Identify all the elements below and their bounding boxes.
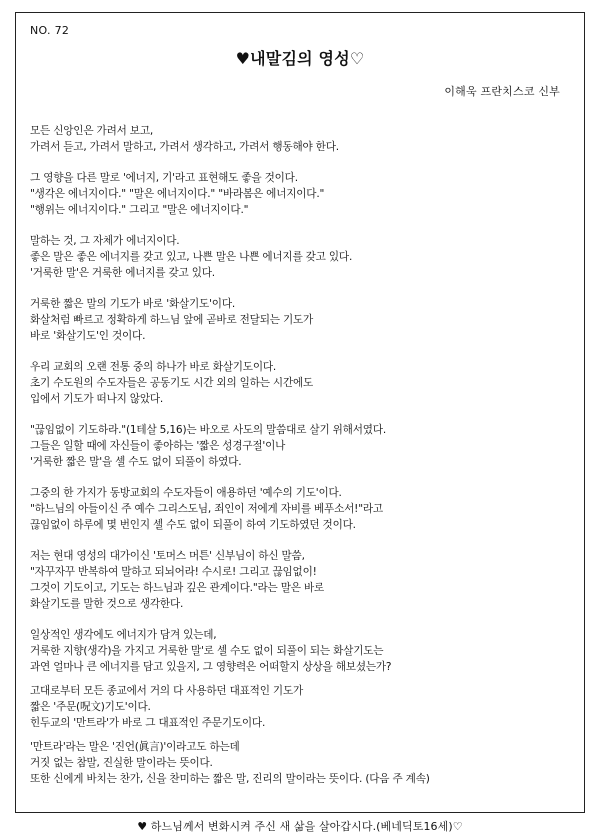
text-line: 그 영향을 다른 말로 '에너지, 기'라고 표현해도 좋을 것이다. — [30, 172, 298, 184]
text-line: 입에서 기도가 떠나지 않았다. — [30, 393, 164, 405]
page-frame — [15, 12, 585, 813]
paragraph — [30, 627, 570, 675]
text-line: 말하는 것, 그 자체가 에너지이다. — [30, 235, 180, 247]
text-line: 모든 신앙인은 가려서 보고, — [30, 125, 154, 137]
text-line: 그중의 한 가지가 동방교회의 수도자들이 애용하던 '예수의 기도'이다. — [30, 487, 342, 499]
paragraph — [30, 422, 570, 470]
text-line: 바로 '화살기도'인 것이다. — [30, 330, 146, 342]
text-line: 좋은 말은 좋은 에너지를 갖고 있고, 나쁜 말은 나쁜 에너지를 갖고 있다. — [30, 251, 353, 263]
text-line: 거짓 없는 참말, 진실한 말이라는 뜻이다. — [30, 757, 213, 769]
paragraph — [30, 683, 570, 731]
text-line: "끊임없이 기도하라."(1테살 5,16)는 바오로 사도의 말씀대로 살기 위해서였다. — [30, 424, 386, 436]
text-line: '거룩한 말'은 거룩한 에너지를 갖고 있다. — [30, 267, 215, 279]
paragraph — [30, 359, 570, 407]
paragraph — [30, 296, 570, 344]
text-line: '거룩한 짧은 말'을 셀 수도 없이 되풀이 하였다. — [30, 456, 242, 468]
text-line: 저는 현대 영성의 대가이신 '토머스 머튼' 신부님이 하신 말씀, — [30, 550, 305, 562]
text-line: 짧은 '주문(呪文)기도'이다. — [30, 701, 151, 713]
paragraph — [30, 548, 570, 612]
text-line: 초기 수도원의 수도자들은 공동기도 시간 외의 일하는 시간에도 — [30, 377, 314, 389]
text-line: 그들은 일할 때에 자신들이 좋아하는 '짧은 성경구절'이나 — [30, 440, 286, 452]
footer-quote: ♥ 하느님께서 변화시켜 주신 새 삶을 살아갑시다.(베네딕토16세)♡ — [137, 820, 463, 833]
text-line: 고대로부터 모든 종교에서 거의 다 사용하던 대표적인 기도가 — [30, 685, 304, 697]
text-line: 우리 교회의 오랜 전통 중의 하나가 바로 화살기도이다. — [30, 361, 277, 373]
text-line: 또한 신에게 바치는 찬가, 신을 찬미하는 짧은 말, 진리의 말이라는 뜻이다. (다음 주 계속) — [30, 773, 430, 785]
text-line: 화살처럼 빠르고 정확하게 하느님 앞에 곧바로 전달되는 기도가 — [30, 314, 314, 326]
text-line: 그것이 기도이고, 기도는 하느님과 깊은 관계이다."라는 말은 바로 — [30, 582, 325, 594]
text-line: "자꾸자꾸 반복하여 말하고 되뇌어라! 수시로! 그리고 끊임없이! — [30, 566, 317, 578]
author-line: 이해욱 프란치스코 신부 — [444, 85, 560, 98]
paragraph — [30, 170, 570, 218]
text-line: 거룩한 짧은 말의 기도가 바로 '화살기도'이다. — [30, 298, 236, 310]
page-title: ♥내말김의 영성♡ — [235, 49, 365, 68]
text-line: '만트라'라는 말은 '진언(眞言)'이라고도 하는데 — [30, 741, 240, 753]
issue-number: NO. 72 — [30, 24, 70, 37]
text-line: 끊임없이 하루에 몇 번인지 셀 수도 없이 되풀이 하여 기도하였던 것이다. — [30, 519, 356, 531]
text-line: 화살기도를 말한 것으로 생각한다. — [30, 598, 184, 610]
text-line: 가려서 듣고, 가려서 말하고, 가려서 생각하고, 가려서 행동해야 한다. — [30, 141, 339, 153]
text-line: "하느님의 아들이신 주 예수 그리스도님, 죄인이 저에게 자비를 베푸소서!"라고 — [30, 503, 383, 515]
paragraph — [30, 485, 570, 533]
text-line: 거룩한 지향(생각)을 가지고 거룩한 말'로 셀 수도 없이 되풀이 되는 화살기도는 — [30, 645, 384, 657]
text-line: 힌두교의 '만트라'가 바로 그 대표적인 주문기도이다. — [30, 717, 266, 729]
text-line: "생각은 에너지이다." "말은 에너지이다." "바라봄은 에너지이다." — [30, 188, 325, 200]
text-line: 과연 얼마나 큰 에너지를 담고 있을지, 그 영향력은 어떠할지 상상을 해보셨는가? — [30, 661, 392, 673]
text-line: "행위는 에너지이다." 그리고 "말은 에너지이다." — [30, 204, 249, 216]
article-body — [30, 123, 570, 802]
paragraph — [30, 123, 570, 155]
paragraph — [30, 233, 570, 281]
paragraph — [30, 739, 570, 787]
text-line: 일상적인 생각에도 에너지가 담겨 있는데, — [30, 629, 217, 641]
